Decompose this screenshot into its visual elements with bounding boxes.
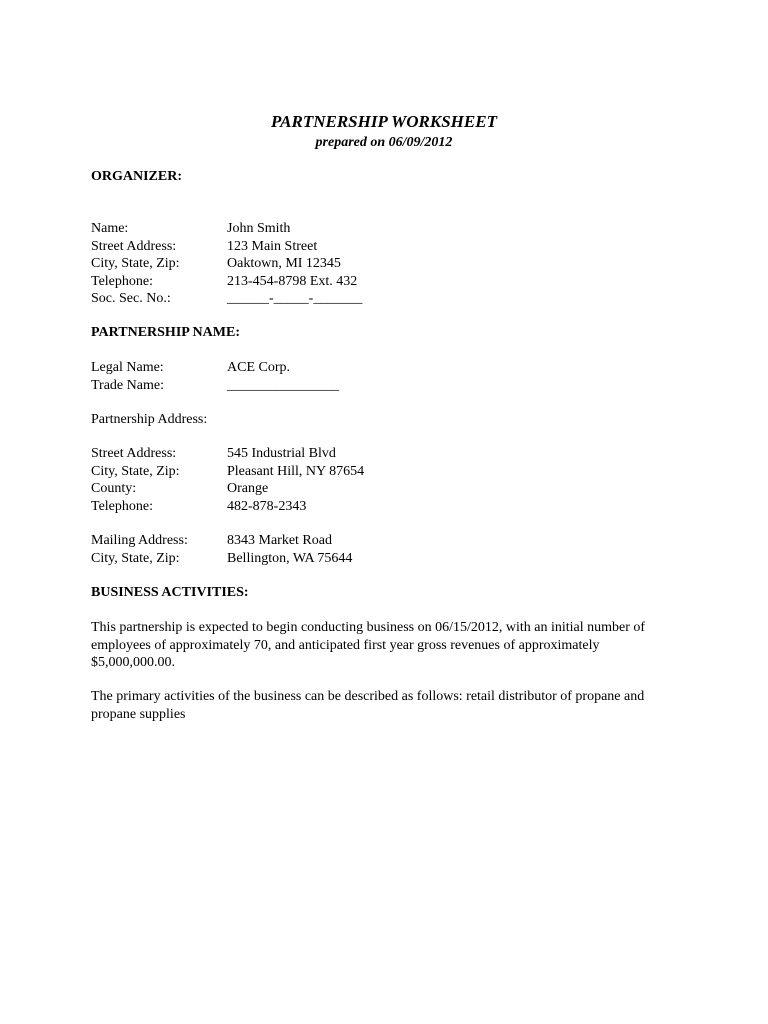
document-subtitle: prepared on 06/09/2012	[315, 135, 453, 150]
paragraph-line: $5,000,000.00.	[91, 655, 175, 670]
field-label: Street Address:	[91, 238, 177, 254]
field-label: Soc. Sec. No.:	[91, 291, 171, 306]
paragraph-line: The primary activities of the business can be described as follows: retail distributor of propane and	[91, 689, 645, 704]
primary-activities-paragraph	[91, 688, 691, 723]
field-value: 213-454-8798 Ext. 432	[227, 273, 358, 289]
paragraph-line: This partnership is expected to begin conducting business on 06/15/2012, with an initial number of	[91, 620, 646, 635]
field-value: 482-878-2343	[227, 498, 307, 514]
partnership-address-label: Partnership Address:	[91, 412, 208, 427]
field-label: Trade Name:	[91, 377, 164, 393]
field-label: Telephone:	[91, 273, 153, 289]
field-value: Pleasant Hill, NY 87654	[227, 463, 365, 479]
field-label: County:	[91, 481, 137, 496]
field-value: Bellington, WA 75644	[227, 550, 353, 566]
field-label: Street Address:	[91, 446, 177, 461]
field-value: ACE Corp.	[227, 360, 290, 375]
business-activities-heading: BUSINESS ACTIVITIES:	[91, 585, 249, 600]
field-label: City, State, Zip:	[91, 550, 180, 566]
paragraph-line: propane supplies	[91, 706, 186, 722]
field-value: ______-_____-_______	[227, 291, 363, 306]
field-value: 8343 Market Road	[227, 533, 332, 548]
document-title: PARTNERSHIP WORKSHEET	[271, 112, 497, 131]
field-value: John Smith	[227, 221, 291, 236]
field-label: City, State, Zip:	[91, 463, 180, 479]
organizer-heading: ORGANIZER:	[91, 169, 183, 184]
field-label: City, State, Zip:	[91, 256, 180, 271]
partnership-name-heading: PARTNERSHIP NAME:	[91, 325, 240, 340]
field-value: 123 Main Street	[227, 238, 318, 254]
field-value: Oaktown, MI 12345	[227, 256, 341, 271]
field-label: Legal Name:	[91, 360, 164, 375]
paragraph-line: employees of approximately 70, and anticipated first year gross revenues of approximately	[91, 637, 600, 653]
field-value: Orange	[227, 481, 269, 496]
field-label: Name:	[91, 221, 129, 236]
field-value: 545 Industrial Blvd	[227, 446, 336, 461]
field-label: Mailing Address:	[91, 533, 188, 548]
business-activities-paragraph	[91, 619, 691, 672]
field-label: Telephone:	[91, 498, 153, 514]
field-value: ________________	[227, 377, 339, 393]
